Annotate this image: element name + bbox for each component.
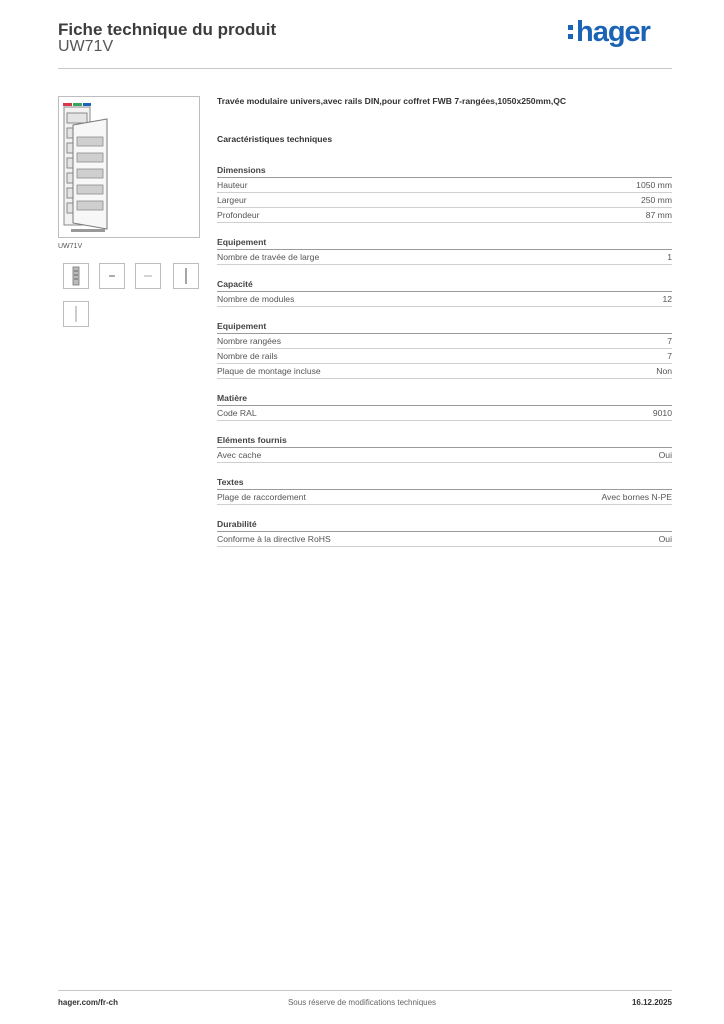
spec-row [217,292,672,307]
rail-thumbnail-icon [100,264,124,288]
spec-label: Nombre rangées [217,336,282,346]
side-view-thumbnail-icon [174,264,198,288]
spec-group [217,233,672,265]
spec-value: 7 [667,351,672,361]
spec-row [217,349,672,364]
thumbnail-1[interactable] [63,263,89,289]
spec-label: Hauteur [217,180,248,190]
spec-row [217,178,672,193]
spec-row [217,334,672,349]
spec-value: 12 [662,294,672,304]
spec-group [217,161,672,223]
spec-value: 1050 mm [636,180,672,190]
spec-group [217,389,672,421]
spec-group-title: Equipement [217,317,672,334]
spec-value: Oui [658,534,672,544]
spec-label: Largeur [217,195,247,205]
spec-row [217,532,672,547]
spec-value: Avec bornes N-PE [601,492,672,502]
profile-thumbnail-icon [64,302,88,326]
thumbnail-2[interactable] [99,263,125,289]
hager-logo: hager [568,16,650,49]
spec-row [217,406,672,421]
cover-thumbnail-icon [136,264,160,288]
spec-label: Profondeur [217,210,260,220]
product-code: UW71V [58,38,114,55]
footer-divider [58,990,672,991]
spec-group-title: Durabilité [217,515,672,532]
spec-row [217,208,672,223]
spec-row [217,364,672,379]
spec-group-title: Matière [217,389,672,406]
spec-value: 250 mm [640,195,672,205]
footer-notice: Sous réserve de modifications techniques [287,998,437,1007]
header-divider [58,68,672,69]
spec-group-title: Textes [217,473,672,490]
spec-row [217,193,672,208]
image-caption: UW71V [58,243,83,250]
spec-value: 9010 [652,408,672,418]
thumbnail-4[interactable] [173,263,199,289]
spec-value: Non [656,366,672,376]
spec-value: 1 [667,252,672,262]
spec-label: Nombre de rails [217,351,278,361]
spec-group-title: Capacité [217,275,672,292]
spec-group [217,431,672,463]
enclosure-thumbnail-icon [64,264,88,288]
spec-label: Plaque de montage incluse [217,366,321,376]
thumbnail-3[interactable] [135,263,161,289]
spec-label: Nombre de travée de large [217,252,320,262]
spec-label: Nombre de modules [217,294,295,304]
spec-group [217,317,672,379]
spec-row [217,490,672,505]
footer-date: 16.12.2025 [631,998,672,1007]
spec-value: Oui [658,450,672,460]
specification-groups [217,161,672,547]
spec-group [217,473,672,505]
product-description: Travée modulaire univers,avec rails DIN,pour coffret FWB 7-rangées,1050x250mm,QC [217,96,567,106]
section-heading: Caractéristiques techniques [217,134,333,144]
spec-row [217,448,672,463]
footer-website[interactable]: hager.com/fr-ch [58,998,119,1007]
spec-group [217,275,672,307]
spec-label: Conforme à la directive RoHS [217,534,331,544]
spec-group [217,515,672,547]
thumbnail-5[interactable] [63,301,89,327]
page-title: Fiche technique du produit [58,20,277,39]
spec-group-title: Equipement [217,233,672,250]
specifications-panel [217,96,672,557]
spec-label: Code RAL [217,408,257,418]
enclosure-illustration [59,97,199,237]
product-image[interactable] [58,96,200,238]
spec-label: Plage de raccordement [217,492,306,502]
spec-label: Avec cache [217,450,262,460]
spec-value: 87 mm [645,210,672,220]
spec-group-title: Dimensions [217,161,672,178]
spec-group-title: Eléments fournis [217,431,672,448]
spec-value: 7 [667,336,672,346]
spec-row [217,250,672,265]
